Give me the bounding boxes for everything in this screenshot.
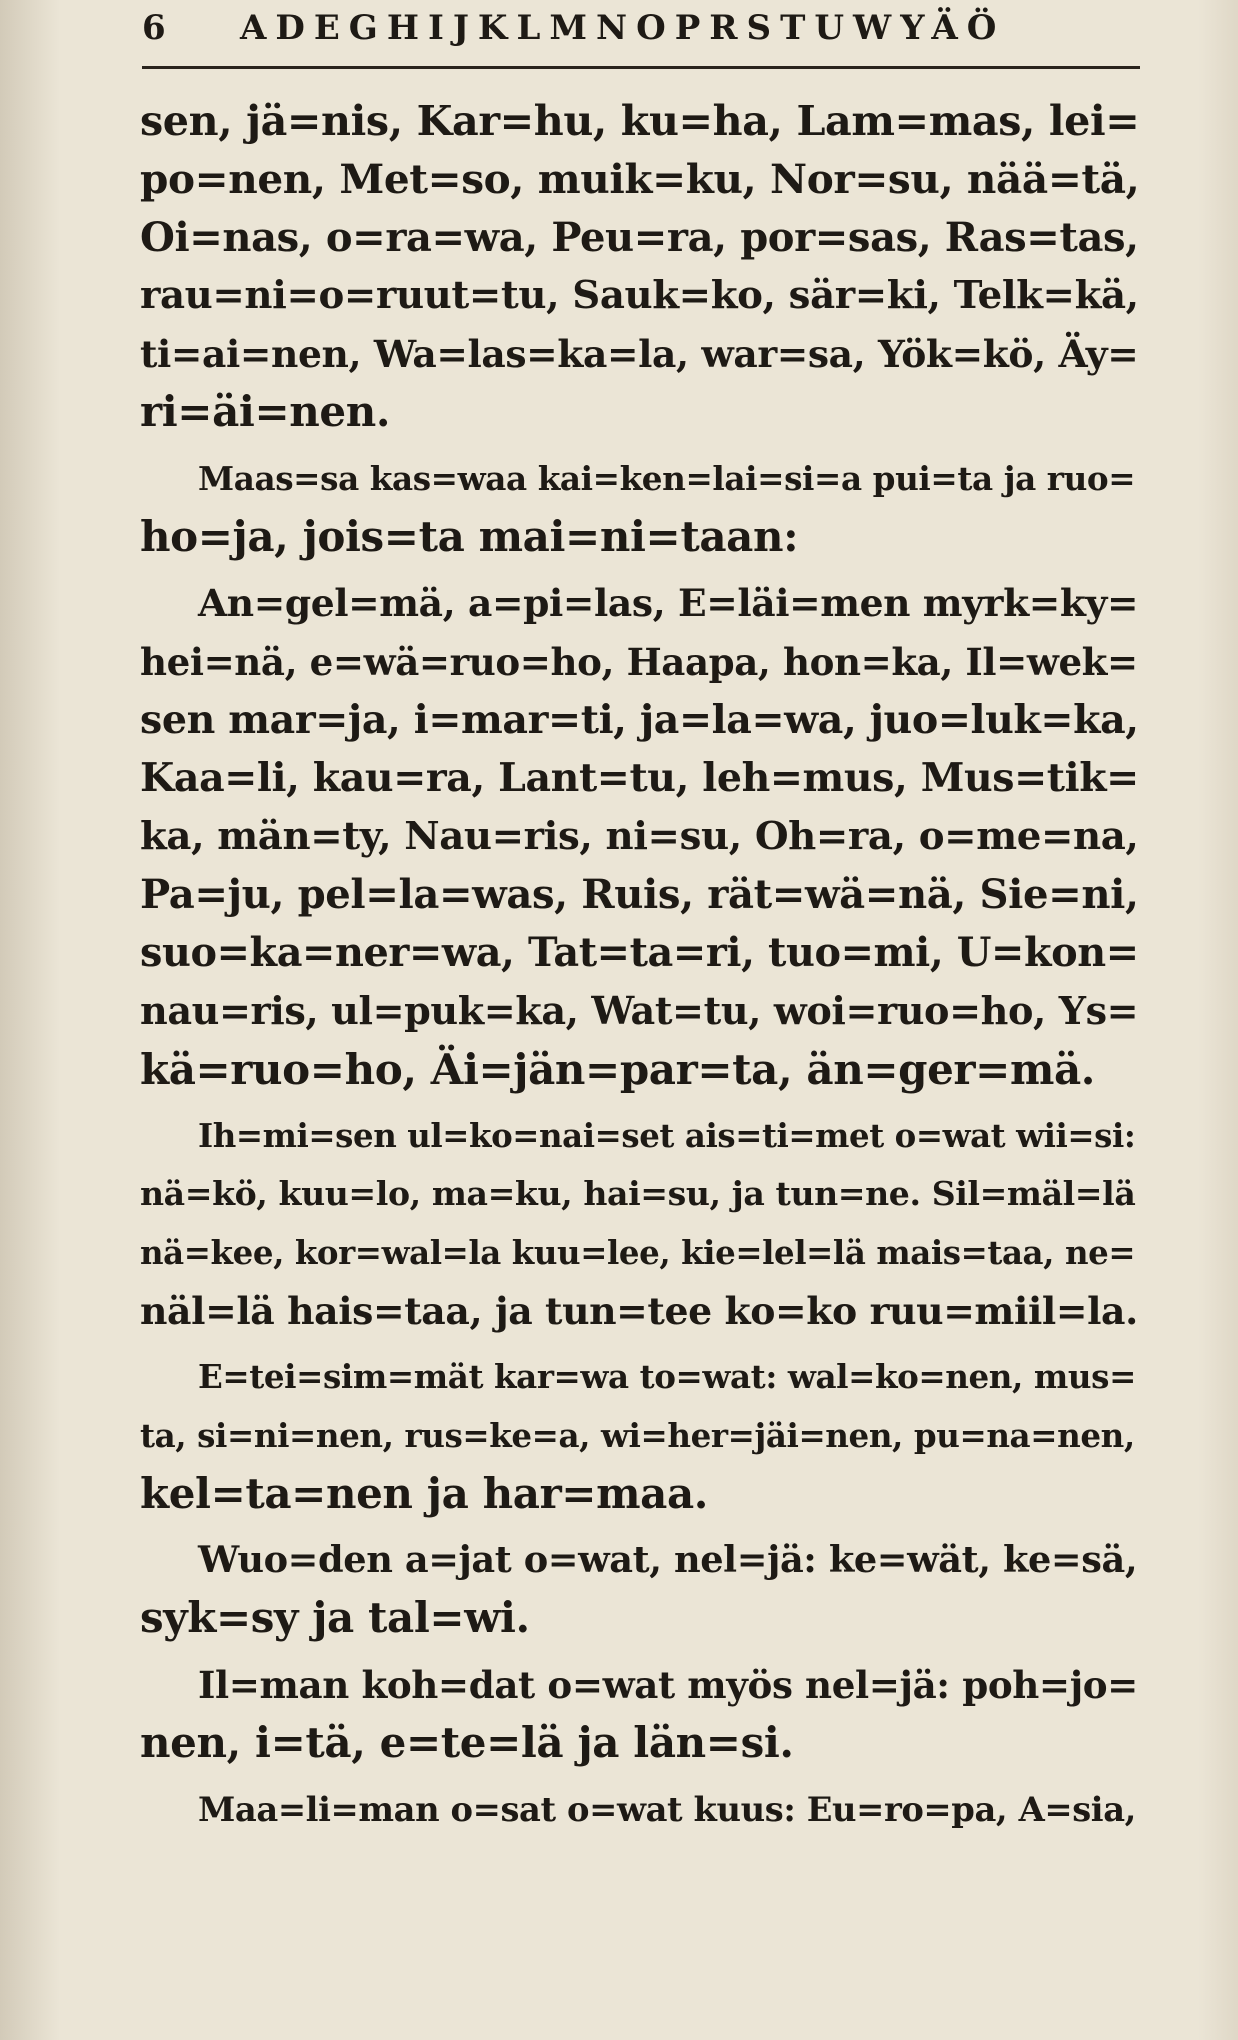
text-line: sen, jä=nis, Kar=hu, ku=ha, Lam=mas, lei= [140, 96, 1140, 145]
text-line: Maas=sa kas=waa kai=ken=lai=si=a pui=ta ja ruo= [198, 458, 1136, 498]
text-line: nä=kö, kuu=lo, ma=ku, hai=su, ja tun=ne. Sil=mäl=lä [140, 1174, 1136, 1214]
text-line: sen mar=ja, i=mar=ti, ja=la=wa, juo=luk=ka, [140, 696, 1139, 743]
text-line: Wuo=den a=jat o=wat, nel=jä: ke=wät, ke=sä, [198, 1538, 1138, 1582]
text-line: ri=äi=nen. [140, 387, 391, 437]
header-rule [142, 66, 1140, 69]
text-line: Kaa=li, kau=ra, Lant=tu, leh=mus, Mus=tik= [140, 755, 1139, 802]
text-line: Oi=nas, o=ra=wa, Peu=ra, por=sas, Ras=tas, [140, 213, 1139, 261]
text-line: nen, i=tä, e=te=lä ja län=si. [140, 1718, 794, 1768]
text-line: ta, si=ni=nen, rus=ke=a, wi=her=jäi=nen, pu=na=nen, [140, 1415, 1135, 1455]
text-line: ti=ai=nen, Wa=las=ka=la, war=sa, Yök=kö, Äy= [140, 332, 1139, 377]
page-number: 6 [142, 8, 166, 48]
text-line: Il=man koh=dat o=wat myös nel=jä: poh=jo= [198, 1662, 1138, 1707]
text-line: Maa=li=man o=sat o=wat kuus: Eu=ro=pa, A=sia, [198, 1789, 1136, 1830]
text-line: rau=ni=o=ruut=tu, Sauk=ko, sär=ki, Telk=kä, [140, 272, 1139, 318]
text-line: ho=ja, jois=ta mai=ni=taan: [140, 512, 799, 562]
paragraph [140, 574, 1140, 1099]
text-line: nä=kee, kor=wal=la kuu=lee, kie=lel=lä mais=taa, ne= [140, 1233, 1136, 1272]
paragraph [140, 1348, 1140, 1523]
text-line: kel=ta=nen ja har=maa. [140, 1468, 708, 1518]
page-header [142, 0, 1142, 62]
header-alphabet: ADEGHIJKLMNOPRSTUWYÄÖ [240, 8, 1006, 48]
text-line: ka, män=ty, Nau=ris, ni=su, Oh=ra, o=me=na, [140, 813, 1139, 859]
paragraph [140, 1107, 1140, 1340]
paragraph [140, 1780, 1140, 1838]
text-line: Ih=mi=sen ul=ko=nai=set ais=ti=met o=wat wii=si: [198, 1117, 1136, 1156]
paragraph [140, 1531, 1140, 1648]
text-line: nau=ris, ul=puk=ka, Wat=tu, woi=ruo=ho, Ys= [140, 988, 1139, 1034]
paragraph [140, 450, 1140, 567]
text-line: kä=ruo=ho, Äi=jän=par=ta, än=ger=mä. [140, 1044, 1096, 1094]
text-line: po=nen, Met=so, muik=ku, Nor=su, nää=tä, [140, 155, 1140, 204]
text-line: suo=ka=ner=wa, Tat=ta=ri, tuo=mi, U=kon= [140, 930, 1139, 977]
text-line: E=tei=sim=mät kar=wa to=wat: wal=ko=nen, mus= [198, 1357, 1136, 1397]
paragraph [140, 1656, 1140, 1773]
text-line: näl=lä hais=taa, ja tun=tee ko=ko ruu=miil=la. [140, 1288, 1138, 1333]
page-body-text [140, 92, 1140, 1847]
text-line: hei=nä, e=wä=ruo=ho, Haapa, hon=ka, Il=wek= [140, 639, 1138, 684]
text-line: Pa=ju, pel=la=was, Ruis, rät=wä=nä, Sie=ni, [140, 870, 1139, 918]
text-line: syk=sy ja tal=wi. [140, 1593, 530, 1643]
paragraph [140, 92, 1140, 442]
text-line: An=gel=mä, a=pi=las, E=läi=men myrk=ky= [198, 581, 1139, 626]
